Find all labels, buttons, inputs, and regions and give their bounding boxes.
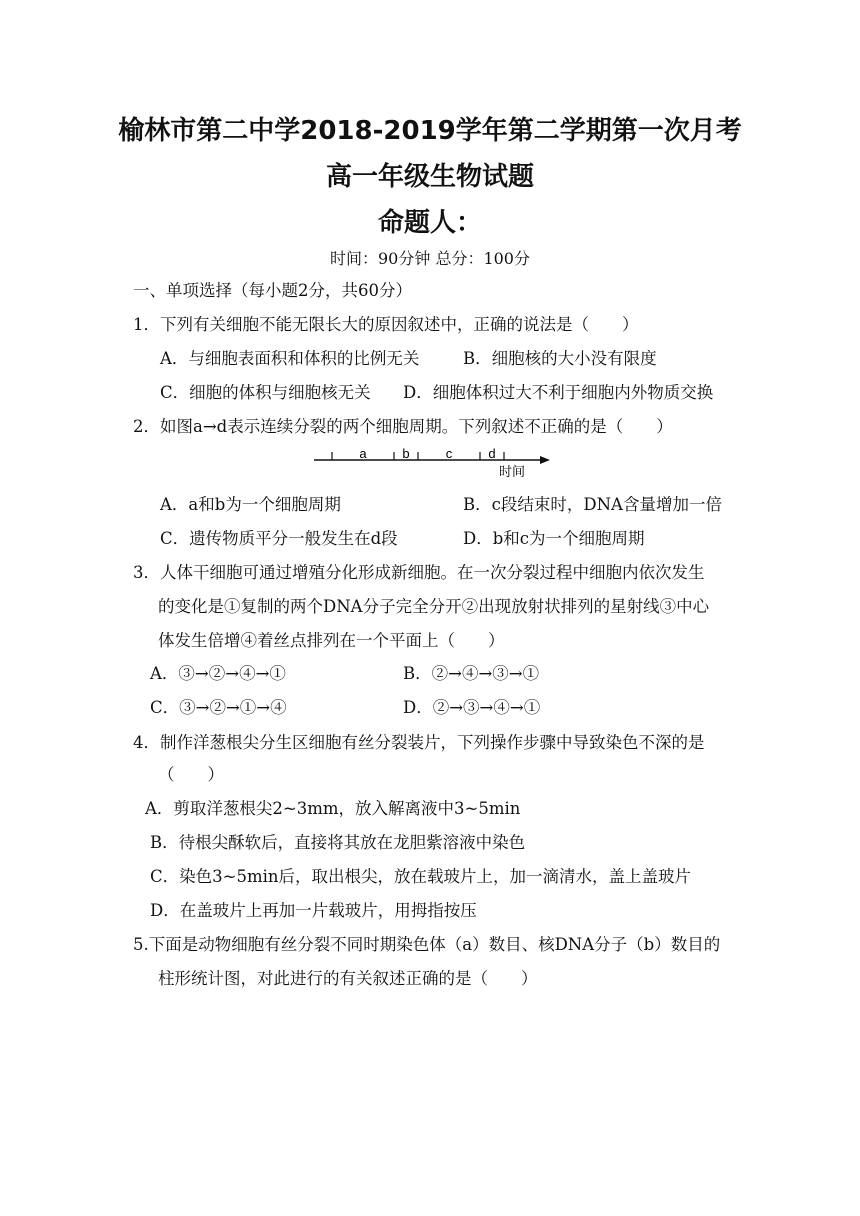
timeline-label-c: c — [445, 446, 453, 461]
question-3-option-d: D．②→③→④→① — [403, 698, 541, 717]
question-3-stem-line-3: 体发生倍增④着丝点排列在一个平面上（ ） — [158, 631, 505, 650]
timeline-label-d: d — [488, 446, 496, 461]
question-2-option-d: D．b和c为一个细胞周期 — [463, 529, 645, 548]
question-4-stem-line-2: （ ） — [158, 765, 224, 784]
question-1-option-a: A．与细胞表面积和体积的比例无关 — [160, 349, 420, 368]
question-4-option-d: D．在盖玻片上再加一片载玻片，用拇指按压 — [150, 901, 477, 920]
question-4-stem-line-1: 4．制作洋葱根尖分生区细胞有丝分裂装片，下列操作步骤中导致染色不深的是 — [133, 733, 705, 752]
question-2-stem: 2．如图a→d表示连续分裂的两个细胞周期。下列叙述不正确的是（ ） — [133, 417, 673, 436]
title-line-3: 命题人： — [377, 208, 482, 238]
section-heading: 一、单项选择（每小题2分，共60分） — [133, 281, 412, 300]
question-2-option-b: B．c段结束时，DNA含量增加一倍 — [463, 495, 722, 514]
title-line-2: 高一年级生物试题 — [325, 162, 534, 192]
cell-cycle-timeline-figure — [312, 446, 552, 480]
question-3-stem-line-1: 3．人体干细胞可通过增殖分化形成新细胞。在一次分裂过程中细胞内依次发生 — [133, 563, 705, 582]
question-5-stem-line-1: 5.下面是动物细胞有丝分裂不同时期染色体（a）数目、核DNA分子（b）数目的 — [133, 935, 721, 954]
question-3-option-b: B．②→④→③→① — [403, 664, 540, 683]
question-2-option-a: A．a和b为一个细胞周期 — [160, 495, 341, 514]
question-5-stem-line-2: 柱形统计图，对此进行的有关叙述正确的是（ ） — [158, 969, 538, 988]
question-2-option-c: C．遗传物质平分一般发生在d段 — [160, 529, 398, 548]
question-1-option-c: C．细胞的体积与细胞核无关 — [160, 383, 371, 402]
timeline-label-b: b — [402, 446, 410, 461]
question-3-option-a: A．③→②→④→① — [150, 664, 286, 683]
timeline-axis-label: 时间 — [498, 465, 526, 480]
title-line-1: 榆林市第二中学2018-2019学年第二学期第一次月考 — [118, 116, 742, 146]
question-4-option-c: C．染色3~5min后，取出根尖，放在载玻片上，加一滴清水，盖上盖玻片 — [150, 867, 691, 886]
question-1-option-b: B．细胞核的大小没有限度 — [463, 349, 657, 368]
question-1-stem: 1．下列有关细胞不能无限长大的原因叙述中，正确的说法是（ ） — [133, 315, 639, 334]
question-3-stem-line-2: 的变化是①复制的两个DNA分子完全分开②出现放射状排列的星射线③中心 — [158, 597, 710, 616]
question-3-option-c: C．③→②→①→④ — [150, 698, 287, 717]
exam-info: 时间：90分钟 总分：100分 — [330, 249, 530, 268]
timeline-label-a: a — [359, 446, 367, 461]
question-4-option-b: B．待根尖酥软后，直接将其放在龙胆紫溶液中染色 — [150, 833, 526, 852]
question-1-option-d: D．细胞体积过大不利于细胞内外物质交换 — [403, 383, 714, 402]
question-4-option-a: A．剪取洋葱根尖2~3mm，放入解离液中3~5min — [145, 799, 521, 818]
timeline-arrowhead — [540, 456, 550, 464]
